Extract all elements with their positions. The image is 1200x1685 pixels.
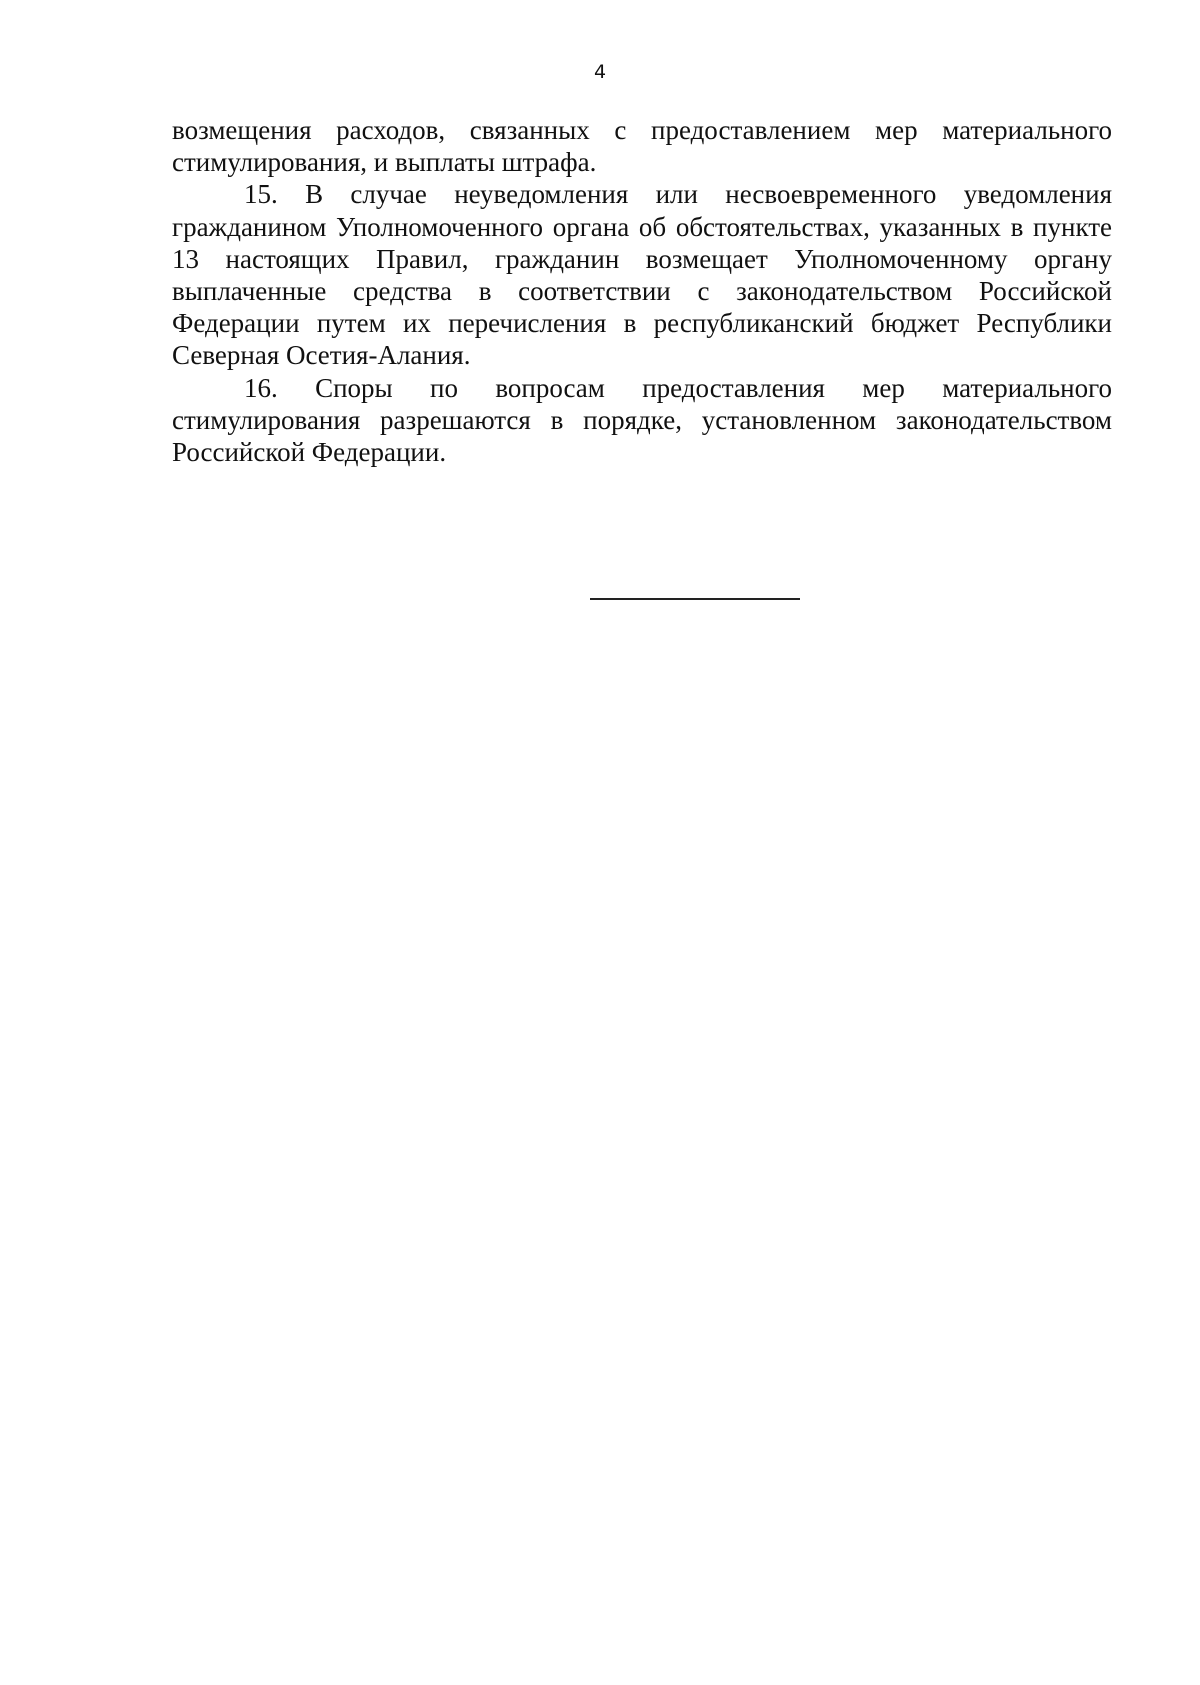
- end-of-text-rule: [590, 598, 800, 600]
- document-body: [172, 114, 1112, 468]
- page-number: 4: [593, 61, 607, 83]
- paragraph-clause-16: 16. Споры по вопросам предоставления мер материального стимулирования разрешаются в порядке, установленном законодательством Российской Федерации.: [172, 372, 1112, 468]
- paragraph-clause-15: 15. В случае неуведомления или несвоевременного уведомления гражданином Уполномоченного органа об обстоятельствах, указанных в пункте 13 настоящих Правил, гражданин возмещает Уполномоченному органу выплаченные средства в соответствии с законодательством Российской Федерации путем их перечисления в республиканский бюджет Республики Северная Осетия-Алания.: [172, 179, 1112, 371]
- paragraph-continuation: возмещения расходов, связанных с предоставлением мер материального стимулирования, и выплаты штрафа.: [172, 115, 1112, 178]
